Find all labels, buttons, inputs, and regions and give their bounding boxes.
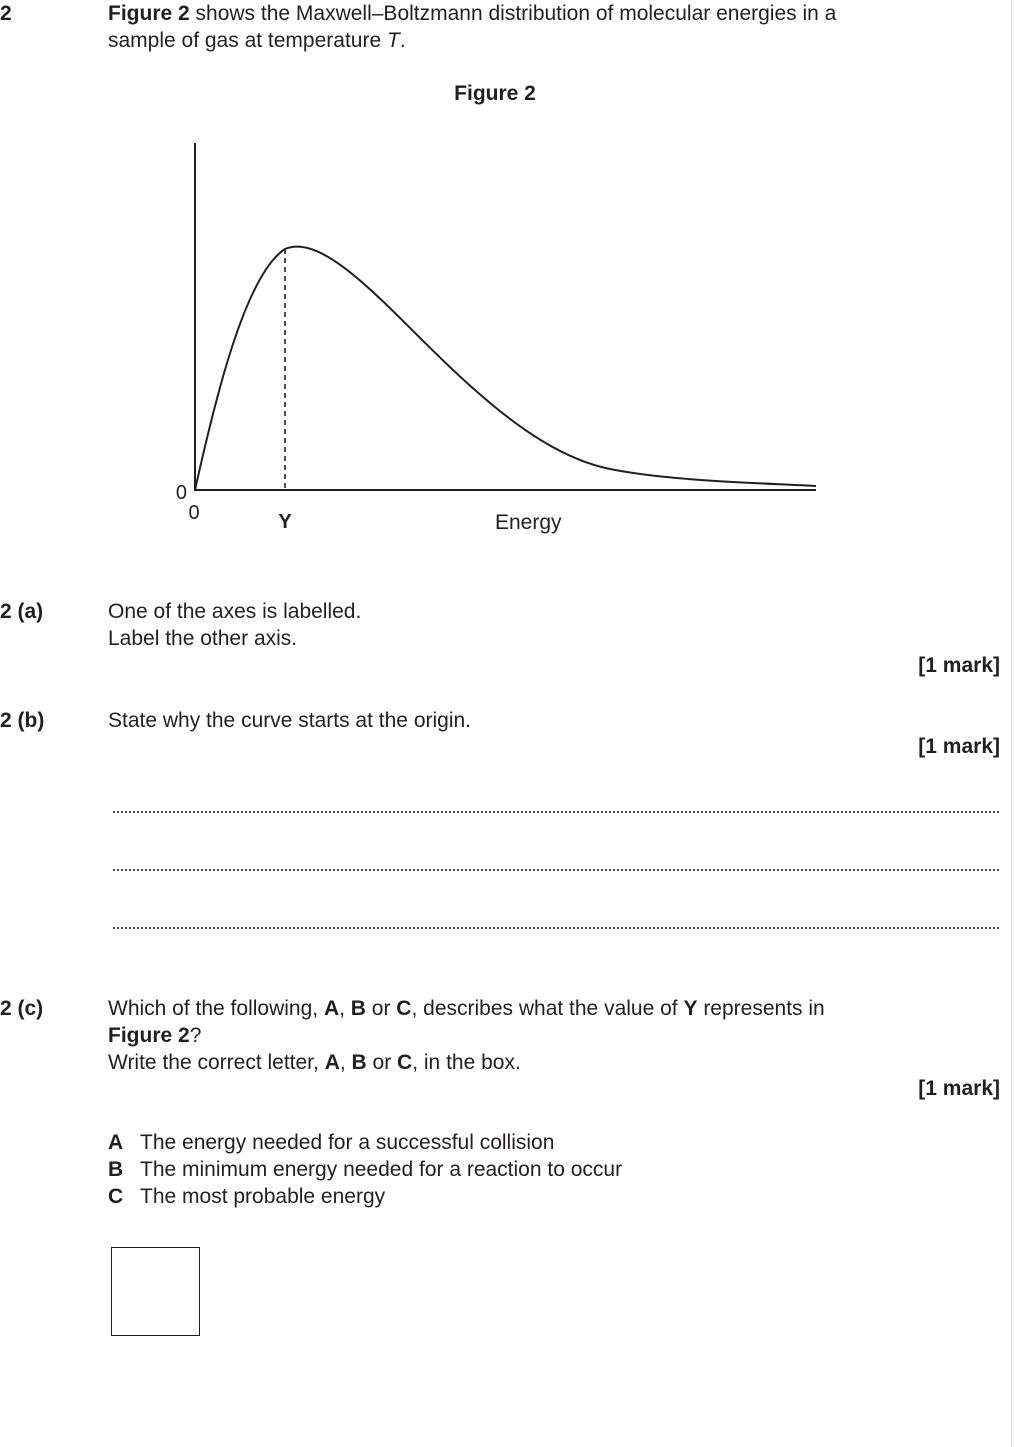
c1-letter-y: Y: [683, 997, 698, 1020]
c3-seg: , in the box.: [412, 1051, 521, 1074]
temperature-symbol: T: [386, 29, 400, 52]
c1-seg: represents in: [697, 997, 825, 1020]
x-origin-label: 0: [188, 502, 200, 524]
answer-line-2[interactable]: [112, 869, 1000, 871]
intro-text-1: shows the Maxwell–Boltzmann distribution of molecular energies in a: [189, 2, 837, 25]
intro-text-2: sample of gas at temperature: [108, 29, 387, 52]
c1-seg: ,: [339, 997, 351, 1020]
option-c: [108, 1183, 385, 1210]
figure-ref: Figure 2: [108, 2, 190, 25]
answer-box[interactable]: [111, 1247, 200, 1336]
peak-label-y: Y: [278, 511, 292, 533]
part-a-line-1: One of the axes is labelled.: [108, 600, 362, 623]
part-a-text: [108, 598, 361, 652]
c3-seg: or: [366, 1051, 398, 1074]
c1-seg: , describes what the value of: [411, 997, 684, 1020]
part-c-mark: [1 mark]: [918, 1077, 1000, 1100]
part-b-line-1: State why the curve starts at the origin.: [108, 709, 472, 732]
question-number: 2: [0, 2, 12, 25]
answer-line-3[interactable]: [112, 927, 1000, 929]
c3-letter-b: B: [351, 1051, 367, 1074]
y-origin-label: 0: [175, 482, 187, 504]
part-c-text: [108, 995, 825, 1076]
option-a: [108, 1129, 554, 1156]
c2-seg: ?: [189, 1024, 202, 1047]
c3-seg: ,: [339, 1051, 352, 1074]
option-b: [108, 1156, 622, 1183]
c1-seg: or: [365, 997, 397, 1020]
c1-letter-b: B: [350, 997, 366, 1020]
c2-figure-ref: Figure 2: [108, 1024, 190, 1047]
option-b-letter: B: [108, 1158, 124, 1181]
answer-line-1[interactable]: [112, 811, 1000, 813]
option-c-text: The most probable energy: [140, 1185, 386, 1208]
part-a-label: 2 (a): [0, 600, 44, 623]
figure-title: Figure 2: [454, 82, 536, 105]
distribution-curve: [195, 247, 816, 490]
part-c-line-1: [108, 995, 825, 1022]
c1-letter-c: C: [396, 997, 412, 1020]
c1-seg: Which of the following,: [108, 997, 324, 1020]
option-c-letter: C: [108, 1185, 124, 1208]
part-c-label: 2 (c): [0, 997, 44, 1020]
part-a-line-2: Label the other axis.: [108, 627, 298, 650]
distribution-figure: [0, 0, 1015, 560]
part-c-line-2: [108, 1022, 825, 1049]
part-b-label: 2 (b): [0, 709, 45, 732]
option-a-letter: A: [108, 1131, 124, 1154]
part-c-line-3: [108, 1049, 825, 1076]
c1-letter-a: A: [323, 997, 340, 1020]
part-b-mark: [1 mark]: [918, 735, 1000, 758]
x-axis-label: Energy: [495, 511, 562, 534]
c3-seg: Write the correct letter,: [108, 1051, 325, 1074]
option-b-text: The minimum energy needed for a reaction to occur: [140, 1158, 623, 1181]
intro-text-2-end: .: [399, 29, 406, 52]
c3-letter-a: A: [324, 1051, 340, 1074]
c3-letter-c: C: [397, 1051, 413, 1074]
part-a-mark: [1 mark]: [918, 654, 1000, 677]
option-a-text: The energy needed for a successful collision: [140, 1131, 555, 1154]
